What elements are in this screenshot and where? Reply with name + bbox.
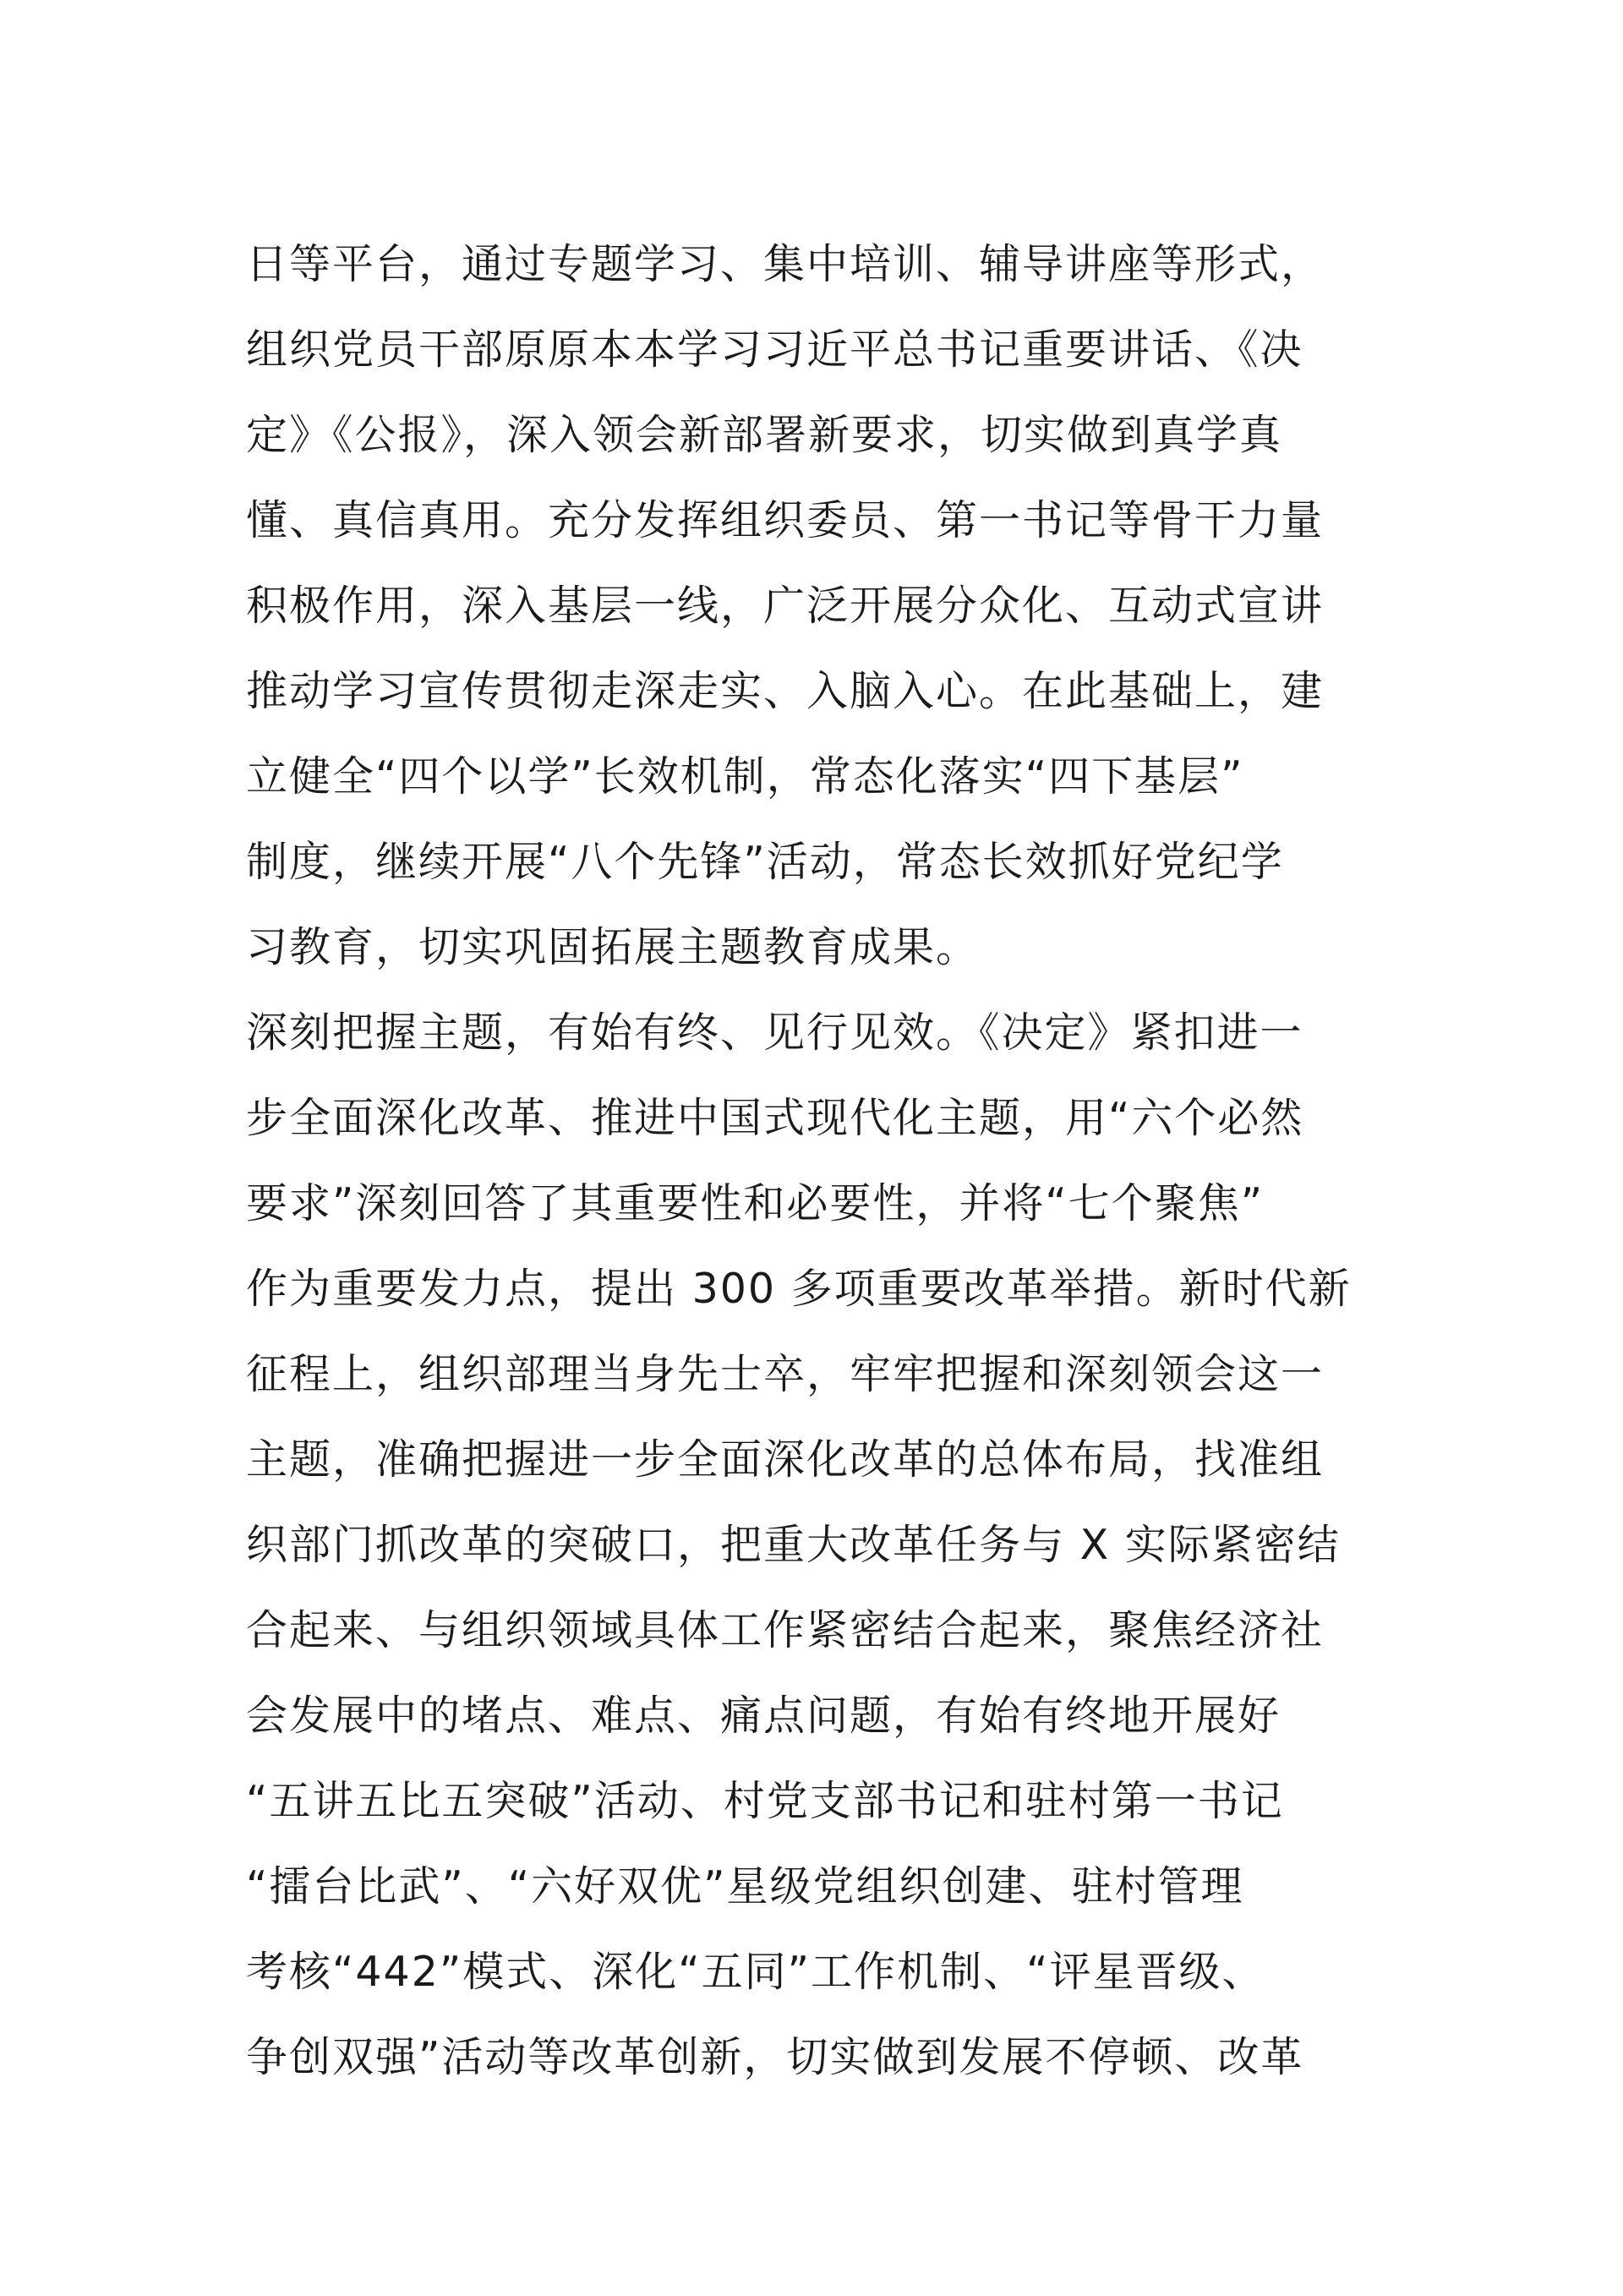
text-line: “擂台比武”、“六好双优”星级党组织创建、驻村管理: [246, 1862, 1244, 1911]
text-line: 要求”深刻回答了其重要性和必要性，并将“七个聚焦”: [246, 1179, 1265, 1227]
text-line: 考核“442”模式、深化“五同”工作机制、“评星晋级、: [246, 1948, 1265, 1996]
text-line: 征程上，组织部理当身先士卒，牢牢把握和深刻领会这一: [246, 1350, 1325, 1398]
paragraph-1: [246, 221, 1396, 990]
text-line: 懂、真信真用。充分发挥组织委员、第一书记等骨干力量: [246, 496, 1325, 544]
text-line: 步全面深化改革、推进中国式现代化主题，用“六个必然: [246, 1094, 1304, 1142]
text-line: 立健全“四个以学”长效机制，常态化落实“四下基层”: [246, 752, 1244, 801]
text-line: 习教育，切实巩固拓展主题教育成果。: [246, 923, 980, 971]
text-line: “五讲五比五突破”活动、村党支部书记和驻村第一书记: [246, 1777, 1284, 1825]
text-line: 织部门抓改革的突破口，把重大改革任务与 X 实际紧密结: [246, 1521, 1341, 1569]
body-text: [246, 221, 1396, 2100]
text-line: 推动学习宣传贯彻走深走实、入脑入心。在此基础上，建: [246, 667, 1325, 715]
text-line: 组织党员干部原原本本学习习近平总书记重要讲话、《决: [246, 325, 1303, 374]
text-line: 会发展中的堵点、难点、痛点问题，有始有终地开展好: [246, 1692, 1281, 1740]
paragraph-2: [246, 990, 1396, 2100]
text-line: 作为重要发力点，提出 300 多项重要改革举措。新时代新: [246, 1265, 1352, 1313]
text-line: 主题，准确把握进一步全面深化改革的总体布局，找准组: [246, 1435, 1325, 1484]
text-line: 积极作用，深入基层一线，广泛开展分众化、互动式宣讲: [246, 582, 1325, 630]
text-line: 深刻把握主题，有始有终、见行见效。《决定》紧扣进一: [246, 1009, 1303, 1057]
text-line: 合起来、与组织领域具体工作紧密结合起来，聚焦经济社: [246, 1606, 1325, 1654]
text-line: 制度，继续开展“八个先锋”活动，常态长效抓好党纪学: [246, 838, 1284, 886]
text-line: 日等平台，通过专题学习、集中培训、辅导讲座等形式，: [246, 240, 1325, 288]
text-line: 争创双强”活动等改革创新，切实做到发展不停顿、改革: [246, 2033, 1304, 2081]
text-line: 定》《公报》，深入领会新部署新要求，切实做到真学真: [246, 411, 1283, 459]
